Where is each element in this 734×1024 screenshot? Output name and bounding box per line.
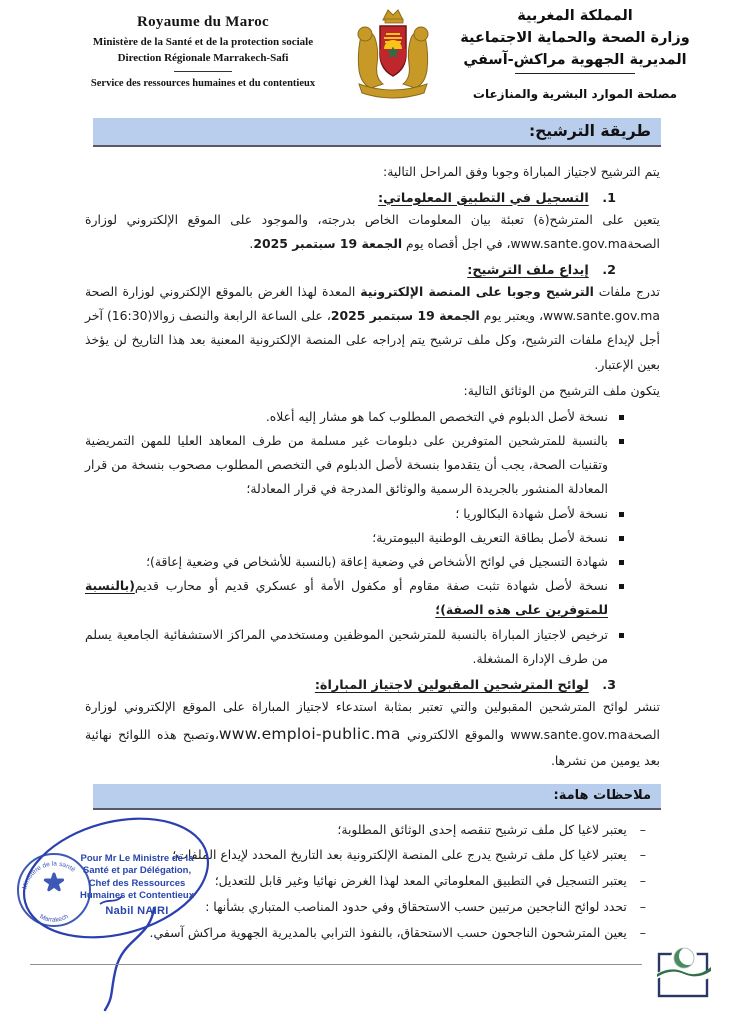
regional-direction-ar: المديرية الجهوية مراكش-آسفي [463, 51, 687, 68]
section-1-paragraph [85, 208, 660, 256]
delegation-signature-block [72, 853, 202, 919]
s2-text3: ، ويعتبر يوم [479, 308, 544, 324]
dash-bullet-icon: – [639, 873, 646, 889]
section-2-title: إيداع ملف الترشيح: [467, 262, 589, 278]
s1-text: يتعين على المترشح(ة) تعبئة بيان المعلومات الخاص بدرجته، والموجود على الموقع الإلكتروني لوزارة الصحة [85, 211, 660, 251]
sante-gov-url: www.sante.gov.ma [510, 727, 628, 743]
s1-text2: ، في اجل أقصاه يوم [402, 235, 511, 251]
s3-text: تنشر لوائح المترشحين المقبولين والتي تعتبر بمثابة استدعاء لاجتياز المباراة على الموقع الإلكتروني لوزارة الصحة [85, 698, 660, 743]
svg-text:Marrakech [38, 913, 69, 924]
note-text: يعتبر التسجيل في التطبيق المعلوماتي المعد لهذا الغرض نهائيا وغير قابل للتعديل؛ [214, 873, 627, 889]
document-text: نسخة لأصل الدبلوم في التخصص المطلوب كما هو مشار إليه أعلاه. [265, 408, 608, 424]
regional-direction-fr: Direction Régionale Marrakech-Safi [117, 52, 289, 64]
square-bullet-icon [619, 415, 624, 420]
section-2-number: 2. [602, 262, 616, 278]
document-body [0, 160, 734, 774]
section-1-number: 1. [602, 190, 616, 206]
document-text-normal: نسخة لأصل شهادة تثبت صفة مقاوم أو مكفول الأمة أو عسكري قديم أو محارب قديم [134, 578, 608, 594]
documents-list [85, 405, 660, 671]
square-bullet-icon [619, 560, 624, 565]
section-1-title: التسجيل في التطبيق المعلوماتي: [378, 190, 589, 206]
section-1-heading [85, 191, 616, 206]
s2-bold-platform: الترشيح وجوبا على المنصة الإلكترونية [360, 283, 594, 299]
section-3-title: لوائح المترشحين المقبولين لاجتياز المباراة: [314, 677, 589, 693]
kingdom-title-fr: Royaume du Maroc [136, 14, 269, 30]
square-bullet-icon [619, 584, 624, 589]
signature-line: Chef des Ressources [88, 877, 186, 889]
note-text: يعتبر لاغيا كل ملف ترشيح تنقصه إحدى الوثائق المطلوبة؛ [337, 821, 627, 837]
s2-deadline-date: الجمعة 19 سبتمبر 2025 [330, 308, 480, 324]
section-3-heading [85, 678, 616, 693]
s3-text2: والموقع الالكتروني [400, 727, 511, 743]
stamp-arc-text-bottom: Marrakech [38, 913, 70, 924]
intro-line: يتم الترشيح لاجتياز المباراة وجوبا وفق المراحل التالية: [383, 164, 660, 179]
header-french [78, 14, 328, 89]
square-bullet-icon [619, 633, 624, 638]
header-divider [174, 71, 232, 72]
section-2-heading [85, 263, 616, 278]
stamp-arc-text-top: Ministère de la santé [21, 860, 77, 890]
sante-gov-url: www.sante.gov.ma [543, 308, 660, 324]
document-text: نسخة لأصل شهادة البكالوريا ؛ [455, 505, 608, 521]
document-text-emphasis: (بالنسبة للمتوفرين على هذه الصفة)؛ [85, 578, 608, 618]
document-text [85, 574, 608, 622]
health-ministry-logo-icon [655, 944, 713, 1006]
document-text: شهادة التسجيل في لوائح الأشخاص في وضعية إعاقة (بالنسبة للأشخاص في وضعية إعاقة)؛ [146, 554, 608, 569]
section-3-number: 3. [602, 677, 616, 693]
s1-period: . [249, 235, 254, 251]
sante-gov-url: www.sante.gov.ma [510, 235, 628, 251]
ministry-name-fr: Ministère de la Santé et de la protection sociale [92, 36, 314, 48]
document-list-item [85, 502, 660, 526]
dash-bullet-icon: – [639, 898, 646, 914]
signature-line: Humaines et Contentieux [79, 890, 195, 902]
square-bullet-icon [619, 512, 624, 517]
square-bullet-icon [619, 439, 624, 444]
document-header [0, 0, 734, 118]
header-flourish [515, 73, 635, 74]
s1-deadline-date: الجمعة 19 سبتمبر 2025 [253, 235, 403, 251]
emploi-public-url: www.emploi-public.ma [218, 725, 401, 744]
documents-intro: يتكون ملف الترشيح من الوثائق التالية: [463, 382, 660, 398]
square-bullet-icon [619, 536, 624, 541]
document-list-item [85, 429, 660, 502]
moroccan-coat-of-arms-icon [341, 2, 445, 108]
kingdom-title-ar: المملكة المغربية [517, 8, 633, 24]
dash-bullet-icon: – [639, 924, 646, 940]
service-name-fr: Service des ressources humaines et du contentieux [90, 78, 316, 89]
document-text: ترخيص لاجتياز المباراة بالنسبة للمترشحين الموظفين ومستخدمي المراكز الاستشفائية الجامعية يسلم من طرف الإدارة المشغلة. [85, 626, 608, 666]
dash-bullet-icon: – [639, 821, 646, 837]
note-text: تحدد لوائح الناجحين مرتبين حسب الاستحقاق وفي حدود المناصب المتباري بشأنها : [205, 898, 627, 914]
section-3-paragraph [85, 695, 660, 774]
document-list-item [85, 405, 660, 429]
section-title-bar-important-notes: ملاحظات هامة: [93, 784, 661, 810]
ministry-name-ar: وزارة الصحة والحماية الاجتماعية [460, 29, 690, 46]
signature-line: Santé et par Délégation, [82, 865, 192, 877]
document-text: بالنسبة للمترشحين المتوفرين على دبلومات غير مسلمة من طرف المعاهد العليا للمهن التمريضية وتقنيات الصحة، يجب أن يتقدموا بنسخة لأصل الدبلوم في التخصص المطلوب مصحوب بنسخة من قرار المعادلة المنشور بالجريدة الرسمية والوثائق المدرجة في قرار المعادلة؛ [85, 433, 608, 497]
document-list-item [85, 574, 660, 622]
s2-text: تدرج ملفات [593, 283, 660, 299]
s2-text4: ، على الساعة الرابعة والنصف زوالا(16:30) آخر أجل لإيداع ملفات الترشيح، وكل ملف ترشيح يتم إدراجه على المنصة الإلكترونية المعنية بعد هذا التاريخ لن يؤخذ بعين الإعتبار. [85, 308, 660, 372]
footer-divider-line [30, 964, 642, 965]
note-text: يعتبر لاغيا كل ملف ترشيح يدرج على المنصة الإلكترونية بعد التاريخ المحدد لإيداع الملفات؛ [172, 847, 627, 863]
document-list-item [85, 623, 660, 671]
signatory-name: Nabil NAIRI [105, 905, 169, 918]
section-2-paragraph [85, 280, 660, 377]
note-text: يعين المترشحون الناجحون حسب الاستحقاق، بالنفوذ الترابي بالمديرية الجهوية مراكش آسفي. [149, 924, 627, 940]
document-text: نسخة لأصل بطاقة التعريف الوطنية البيومترية؛ [372, 529, 608, 545]
signature-line: Pour Mr Le Ministre de la [80, 853, 194, 864]
section-title-bar-candidacy-method: طريقة الترشيح: [93, 118, 661, 147]
document-list-item [85, 526, 660, 550]
s2-text2: المعدة لهذا الغرض بالموقع الإلكتروني لوزارة الصحة [85, 283, 361, 299]
header-arabic [450, 6, 700, 103]
s3-text3: ،وتصبح هذه اللوائح نهائية بعد يومين من نشرها. [85, 727, 660, 769]
document-list-item [85, 550, 660, 574]
service-name-ar: مصلحة الموارد البشرية والمنازعات [472, 87, 678, 102]
dash-bullet-icon: – [639, 847, 646, 863]
